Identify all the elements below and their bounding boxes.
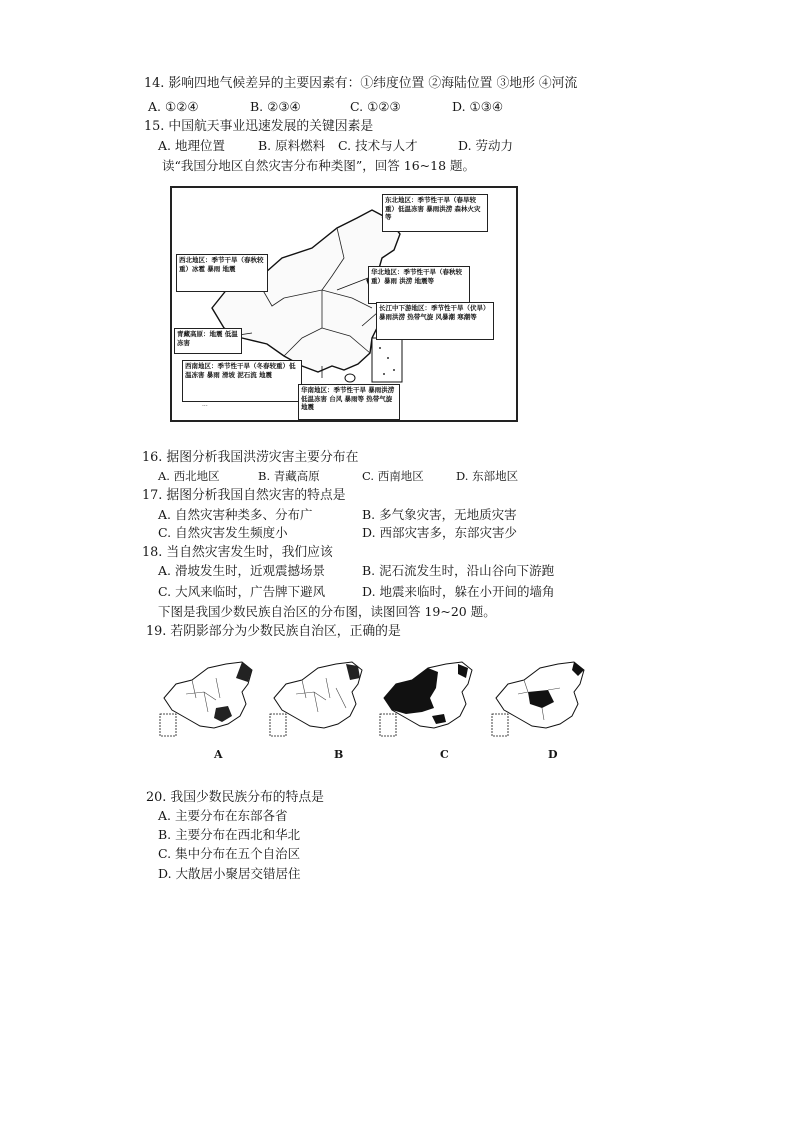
ethnic-map-c (376, 658, 480, 740)
q17-option-b: B. 多气象灾害，无地质灾害 (362, 507, 517, 522)
q18-stem: 18. 当自然灾害发生时，我们应该 (142, 545, 333, 560)
q16-stem: 16. 据图分析我国洪涝灾害主要分布在 (142, 450, 359, 465)
ethnic-map-b (266, 658, 370, 740)
disaster-distribution-map (170, 186, 518, 422)
label-northeast: 东北地区：季节性干旱（春旱较重）低温冻害 暴雨洪涝 森林火灾等 (382, 194, 488, 232)
q20-stem: 20. 我国少数民族分布的特点是 (146, 790, 324, 805)
q19-stem: 19. 若阴影部分为少数民族自治区，正确的是 (146, 624, 401, 639)
svg-text:···: ··· (202, 403, 208, 410)
intro-19-20: 下图是我国少数民族自治区的分布图，读图回答 19~20 题。 (158, 604, 496, 619)
map-letter-b: B (334, 748, 344, 761)
q20-option-b: B. 主要分布在西北和华北 (158, 827, 301, 842)
ethnic-map-a (156, 658, 260, 740)
q16-option-a: A. 西北地区 (158, 469, 220, 483)
q15-stem: 15. 中国航天事业迅速发展的关键因素是 (144, 119, 374, 134)
q16-option-d: D. 东部地区 (456, 469, 519, 483)
q18-option-a: A. 滑坡发生时，近观震撼场景 (158, 563, 325, 578)
label-tibet: 青藏高原：地震 低温冻害 (174, 328, 242, 354)
q15-option-c: C. 技术与人才 (338, 138, 418, 153)
label-north-china: 华北地区：季节性干旱（春秋较重）暴雨 洪涝 地震等 (368, 266, 470, 304)
ethnic-map-d (488, 658, 592, 740)
q14-option-c: C. ①②③ (350, 99, 401, 114)
q20-option-a: A. 主要分布在东部各省 (158, 808, 288, 823)
q17-stem: 17. 据图分析我国自然灾害的特点是 (142, 488, 346, 503)
q17-option-d: D. 西部灾害多，东部灾害少 (362, 525, 518, 540)
q14-option-d: D. ①③④ (452, 99, 504, 114)
q15-option-d: D. 劳动力 (458, 138, 514, 153)
q15-option-b: B. 原料燃料 (258, 138, 326, 153)
q16-option-c: C. 西南地区 (362, 469, 424, 483)
q20-option-c: C. 集中分布在五个自治区 (158, 846, 301, 861)
q18-option-c: C. 大风来临时，广告牌下避风 (158, 584, 326, 599)
q18-option-b: B. 泥石流发生时，沿山谷向下游跑 (362, 563, 555, 578)
label-south-china: 华南地区：季节性干旱 暴雨洪涝 低温冻害 台风 暴雨等 热带气旋 地震 (298, 384, 400, 420)
q14-option-a: A. ①②④ (148, 99, 199, 114)
q18-option-d: D. 地震来临时，躲在小开间的墙角 (362, 584, 555, 599)
q14-option-b: B. ②③④ (250, 99, 301, 114)
map-letter-d: D (548, 748, 558, 761)
q16-option-b: B. 青藏高原 (258, 469, 320, 483)
label-northwest: 西北地区：季节干旱（春秋较重）冰雹 暴雨 地震 (176, 254, 268, 292)
map-letter-c: C (440, 748, 449, 761)
intro-16-18: 读“我国分地区自然灾害分布种类图”，回答 16~18 题。 (162, 158, 476, 173)
q15-option-a: A. 地理位置 (158, 138, 225, 153)
q14-stem: 14. 影响四地气候差异的主要因素有：①纬度位置 ②海陆位置 ③地形 ④河流 (144, 76, 578, 91)
label-yangtze: 长江中下游地区：季节性干旱（伏旱）暴雨洪涝 热带气旋 风暴潮 寒潮等 (376, 302, 494, 340)
q17-option-c: C. 自然灾害发生频度小 (158, 525, 288, 540)
map-letter-a: A (214, 748, 223, 761)
label-southwest: 西南地区：季节性干旱（冬春较重）低温冻害 暴雨 滑坡 泥石流 地震 (182, 360, 302, 402)
q17-option-a: A. 自然灾害种类多、分布广 (158, 507, 313, 522)
q20-option-d: D. 大散居小聚居交错居住 (158, 866, 301, 881)
